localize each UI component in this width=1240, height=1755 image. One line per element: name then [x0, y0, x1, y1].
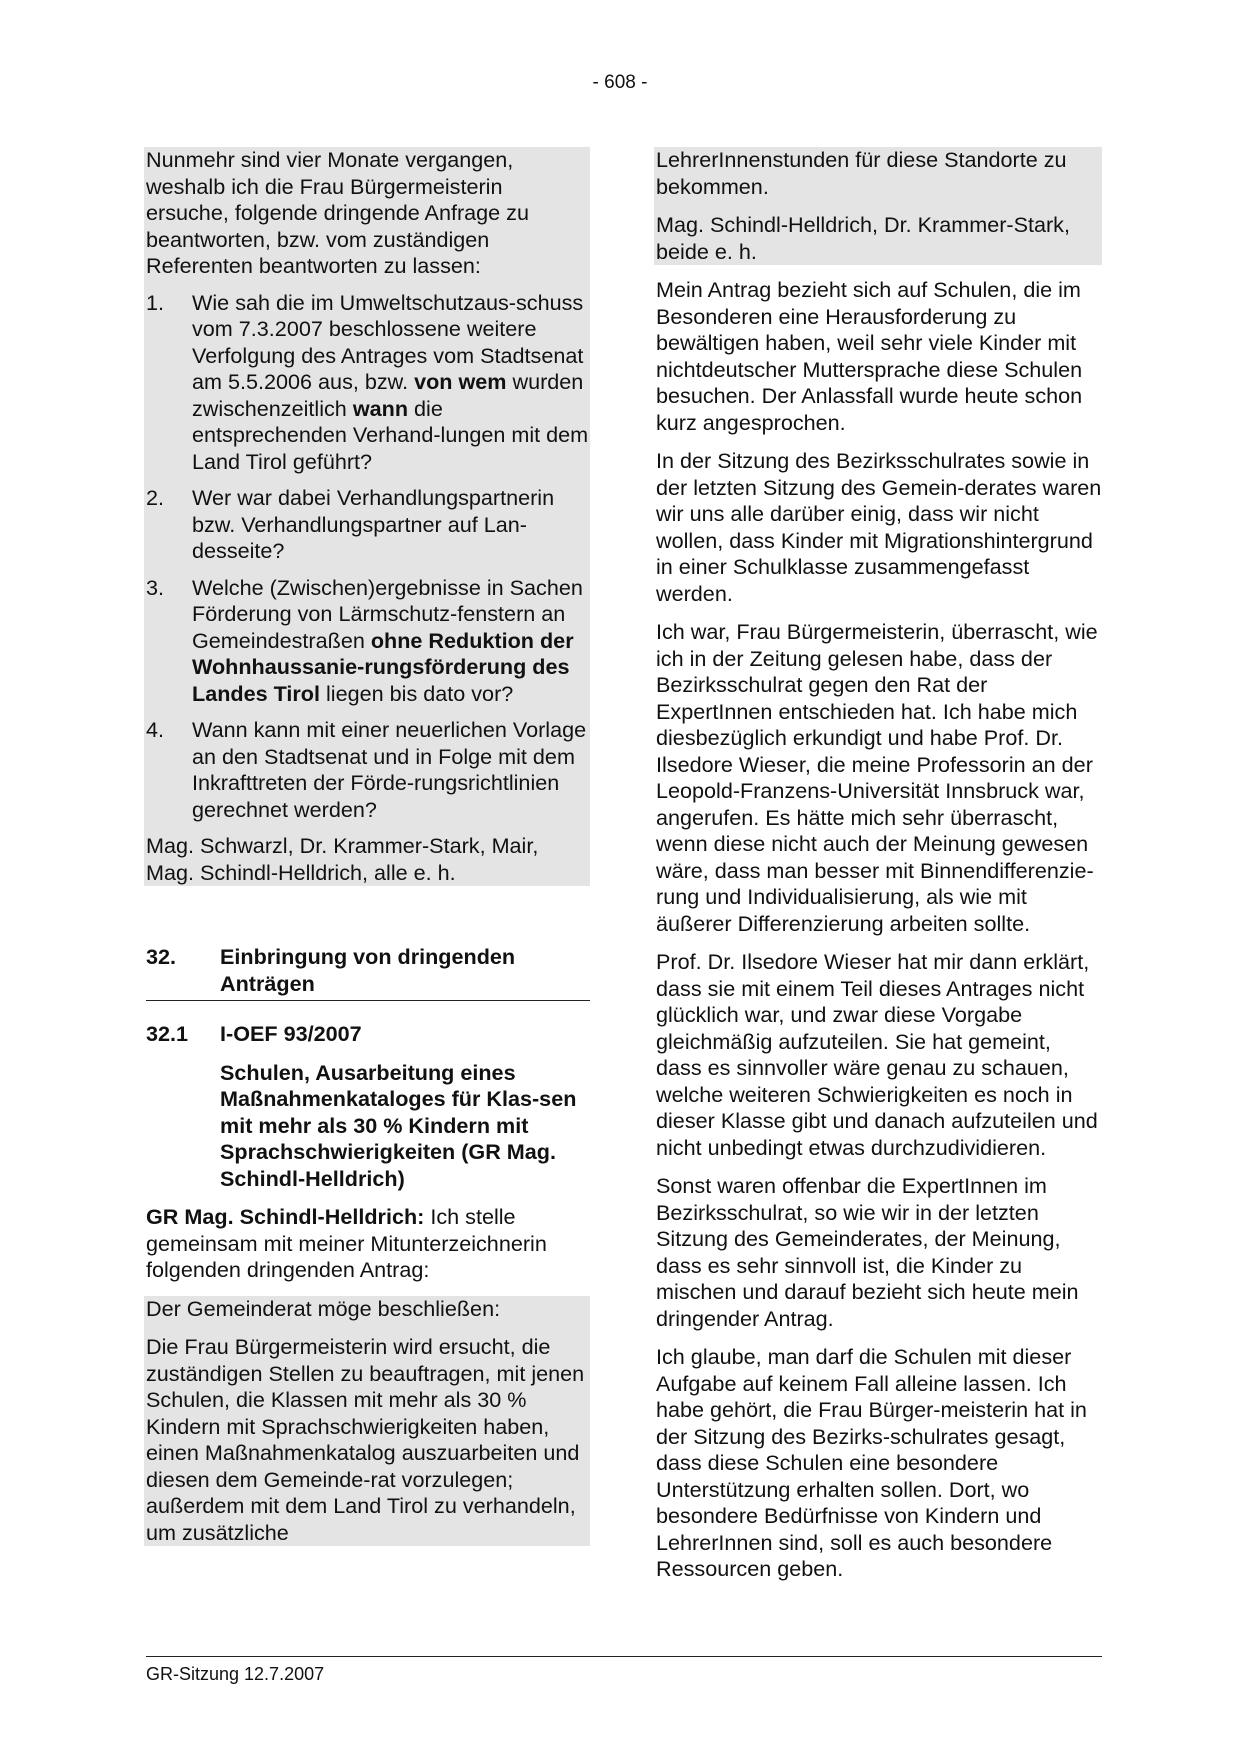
question-item — [146, 290, 590, 476]
question-list — [146, 280, 590, 824]
motion-intro: Der Gemeinderat möge beschließen: — [146, 1295, 501, 1321]
motion-continuation — [654, 147, 1102, 265]
right-column — [656, 147, 1102, 1595]
inquiry-block — [144, 147, 590, 886]
section-32-1-heading: 32.1 I-OEF 93/2007 — [146, 1021, 362, 1046]
question-item — [146, 575, 590, 708]
question-text: Wer war dabei Verhandlungspartnerin bzw. Verhandlungspartner auf Lan-desseite? — [192, 485, 555, 563]
speaker-name: GR Mag. Schindl-Helldrich: — [146, 1204, 425, 1229]
inquiry-intro: Nunmehr sind vier Monate vergangen, weshalb ich die Frau Bürgermeisterin ersuche, folgende dringende Anfrage zu beantworten, bzw. vom zuständigen Referenten beantworten zu lassen: — [146, 147, 529, 278]
page-number: - 608 - — [592, 72, 648, 93]
speech-paragraph: Ich glaube, man darf die Schulen mit dieser Aufgabe auf keinem Fall alleine lassen. Ich habe gehört, die Frau Bürger-meisterin hat in der Sitzung des Bezirks-schulrates gesagt, dass diese Schulen eine besondere Unterstützung erhalten sollen. Dort, wo besondere Bedürfnisse von Kindern und LehrerInnen sind, soll es auch besondere Ressourcen geben. — [656, 1344, 1087, 1581]
speech-paragraph: Sonst waren offenbar die ExpertInnen im Bezirksschulrat, so wie wir in der letzten Sitzung des Gemeinderates, der Meinung, dass es sehr sinnvoll ist, die Kinder zu mischen und darauf bezieht sich heute mein dringender Antrag. — [656, 1173, 1079, 1331]
motion-signatures: Mag. Schindl-Helldrich, Dr. Krammer-Stark, beide e. h. — [656, 212, 1070, 264]
section-32-1-id: I-OEF 93/2007 — [220, 1021, 362, 1046]
speech-paragraph: Prof. Dr. Ilsedore Wieser hat mir dann erklärt, dass sie mit einem Teil dieses Antrages nicht glücklich war, und zwar diese Vorgabe gleichmäßig aufzuteilen. Sie hat gemeint, dass es sinnvoller wäre genau zu schauen, welche weiteren Schwierigkeiten es noch in dieser Klasse gibt und danach aufzuteilen und nicht unbedingt etwas durchzudividieren. — [656, 949, 1098, 1160]
question-item — [146, 717, 590, 823]
footer-divider — [146, 1656, 1102, 1657]
left-column — [146, 147, 590, 1546]
section-32-heading: 32. Einbringung von dringenden Anträgen — [146, 944, 590, 1001]
motion-text: Die Frau Bürgermeisterin wird ersucht, die zuständigen Stellen zu beauftragen, mit jenen Schulen, die Klassen mit mehr als 30 % Kindern mit Sprachschwierigkeiten haben, einen Maßnahmenkatalog auszuarbeiten und diesen dem Gemeinde-rat vorzulegen; außerdem mit dem Land Tirol zu verhandeln, um zusätzliche — [146, 1334, 585, 1545]
section-32-1-title: Schulen, Ausarbeitung eines Maßnahmenkataloges für Klas-sen mit mehr als 30 % Kindern mit Sprachschwierigkeiten (GR Mag. Schindl-Helldrich) — [220, 1059, 577, 1191]
speech-paragraph: Ich war, Frau Bürgermeisterin, überrascht, wie ich in der Zeitung gelesen habe, dass der Bezirksschulrat gegen den Rat der ExpertInnen entschieden hat. Ich habe mich diesbezüglich erkundigt und habe Prof. Dr. Ilsedore Wieser, die meine Professorin an der Leopold-Franzens-Universität Innsbruck war, angerufen. Es hätte mich sehr überrascht, wenn diese nicht auch der Meinung gewesen wäre, dass man besser mit Binnendifferenzie-rung und Individualisierung, als wie mit äußerer Differenzierung arbeiten sollte. — [656, 619, 1098, 936]
question-number: 1. — [146, 289, 165, 315]
question-text: Wann kann mit einer neuerlichen Vorlage an den Stadtsenat und in Folge mit dem Inkrafttreten der Förde-rungsrichtlinien gerechnet werden? — [192, 717, 587, 822]
question-number: 3. — [146, 574, 165, 600]
footer-text: GR-Sitzung 12.7.2007 — [146, 1664, 325, 1684]
question-number: 2. — [146, 485, 165, 510]
question-item — [146, 485, 590, 565]
motion-text-continued: LehrerInnenstunden für diese Standorte zu bekommen. — [656, 147, 1067, 199]
question-text: Welche (Zwischen)ergebnisse in Sachen Förderung von Lärmschutz-fenstern an Gemeindestraßen ohne Reduktion der Wohnhaussanie-rungsförderung des Landes Tirol liegen bis dato vor? — [192, 574, 583, 706]
question-number: 4. — [146, 717, 165, 742]
speech-paragraph: Mein Antrag bezieht sich auf Schulen, die im Besonderen eine Herausforderung zu bewältigen haben, weil sehr viele Kinder mit nichtdeutscher Muttersprache diese Schulen besuchen. Der Anlassfall wurde heute schon kurz angesprochen. — [656, 277, 1083, 435]
speaker-paragraph: GR Mag. Schindl-Helldrich: Ich stelle gemeinsam mit meiner Mitunterzeichnerin folgenden dringenden Antrag: — [146, 1204, 547, 1282]
inquiry-signatures: Mag. Schwarzl, Dr. Krammer-Stark, Mair, Mag. Schindl-Helldrich, alle e. h. — [146, 833, 539, 885]
section-32-title: Einbringung von dringenden Anträgen — [220, 944, 516, 996]
speech-paragraph: In der Sitzung des Bezirksschulrates sowie in der letzten Sitzung des Gemein-derates waren wir uns alle darüber einig, dass wir nicht wollen, dass Kinder mit Migrationshintergrund in einer Schulklasse zusammengefasst werden. — [656, 448, 1102, 606]
motion-block — [144, 1296, 590, 1547]
question-text: Wie sah die im Umweltschutzaus-schuss vom 7.3.2007 beschlossene weitere Verfolgung des Antrages vom Stadtsenat am 5.5.2006 aus, bzw. von wem wurden zwischenzeitlich wann die entsprechenden Verhand-lungen mit dem Land Tirol geführt? — [192, 289, 589, 474]
